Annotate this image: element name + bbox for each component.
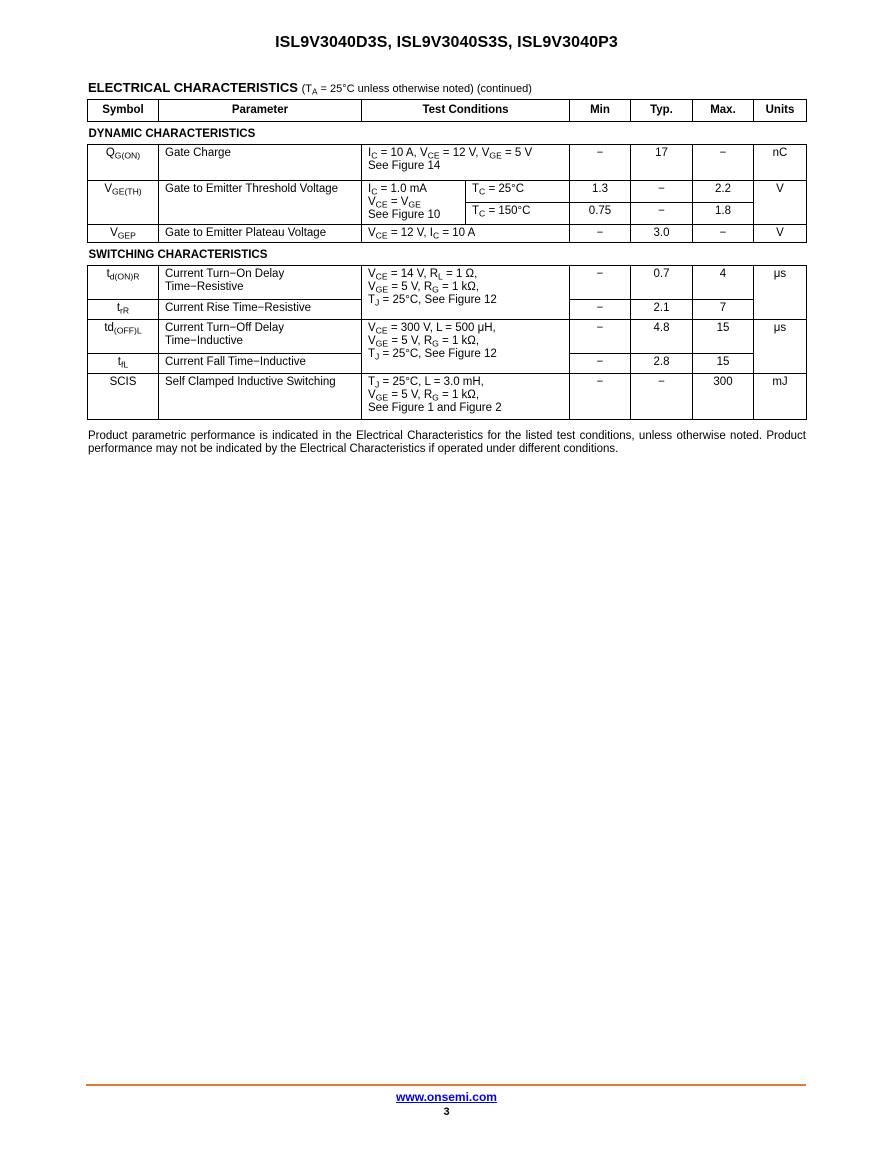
footer-website-link[interactable]: www.onsemi.com xyxy=(396,1090,497,1104)
header-typ: Typ. xyxy=(631,100,693,122)
header-parameter: Parameter xyxy=(159,100,362,122)
section-title: ELECTRICAL CHARACTERISTICS xyxy=(88,80,298,95)
table-row xyxy=(88,145,807,181)
table-row xyxy=(88,374,807,420)
parameter-cell: Self Clamped Inductive Switching xyxy=(159,374,362,420)
min-cell: − xyxy=(570,300,631,320)
group-row-switching xyxy=(88,243,807,266)
max-cell: 2.2 xyxy=(693,181,754,203)
footer-divider xyxy=(86,1084,806,1086)
max-cell: 1.8 xyxy=(693,203,754,225)
document-title: ISL9V3040D3S, ISL9V3040S3S, ISL9V3040P3 xyxy=(275,34,618,51)
symbol-cell: $V_{GEP}$ xyxy=(88,225,159,243)
min-cell: − xyxy=(570,225,631,243)
min-cell: − xyxy=(570,266,631,300)
symbol-cell: $t_{d(ON)R}$ xyxy=(88,266,159,300)
group-label-switching: SWITCHING CHARACTERISTICS xyxy=(88,243,807,266)
parameter-cell: Current Fall Time−Inductive xyxy=(159,354,362,374)
typ-cell: 17 xyxy=(631,145,693,181)
units-cell: nC xyxy=(754,145,807,181)
conditions-cell: $V_{CE} = 12$ V, $I_C = 10$ A xyxy=(362,225,570,243)
min-cell: − xyxy=(570,320,631,354)
symbol-cell: $td_{(OFF)L}$ xyxy=(88,320,159,354)
typ-cell: 2.1 xyxy=(631,300,693,320)
symbol-cell: SCIS xyxy=(88,374,159,420)
parameter-cell: Current Turn−On Delay Time−Resistive xyxy=(159,266,362,300)
max-cell: 7 xyxy=(693,300,754,320)
table-row xyxy=(88,225,807,243)
table-row xyxy=(88,320,807,354)
symbol-cell: $t_{rR}$ xyxy=(88,300,159,320)
units-cell: μs xyxy=(754,266,807,320)
typ-cell: 3.0 xyxy=(631,225,693,243)
group-row-dynamic xyxy=(88,122,807,145)
symbol-cell: $t_{fL}$ xyxy=(88,354,159,374)
section-note: ($T_A = 25^\circ C$ unless otherwise noted) (continued) xyxy=(301,83,532,97)
group-label-dynamic: DYNAMIC CHARACTERISTICS xyxy=(88,122,807,145)
conditions-cell: $V_{CE} = 14$ V, $R_L = 1$ Ω, $V_{GE} = 5$ V, $R_G = 1$ kΩ, $T_J = 25^\circ C$, See Figure 12 xyxy=(362,266,570,320)
units-cell: mJ xyxy=(754,374,807,420)
conditions-cell: $V_{CE} = 300$ V, L = 500 μH, $V_{GE} = 5$ V, $R_G = 1$ kΩ, $T_J = 25^\circ C$, See Figure 12 xyxy=(362,320,570,374)
parameter-cell: Current Rise Time−Resistive xyxy=(159,300,362,320)
temperature-condition-cell: $T_C = 25^\circ C$ xyxy=(466,181,570,203)
min-cell: 1.3 xyxy=(570,181,631,203)
temperature-condition-cell: $T_C = 150^\circ C$ xyxy=(466,203,570,225)
typ-cell: 2.8 xyxy=(631,354,693,374)
typ-cell: − xyxy=(631,203,693,225)
max-cell: 300 xyxy=(693,374,754,420)
conditions-cell: $I_C = 10$ A, $V_{CE} = 12$ V, $V_{GE} = 5$ V See Figure 14 xyxy=(362,145,570,181)
section-heading xyxy=(88,80,532,95)
symbol-cell: $Q_{G(ON)}$ xyxy=(88,145,159,181)
header-units: Units xyxy=(754,100,807,122)
max-cell: 15 xyxy=(693,320,754,354)
table-row xyxy=(88,181,807,203)
parameter-cell: Gate Charge xyxy=(159,145,362,181)
header-min: Min xyxy=(570,100,631,122)
typ-cell: 0.7 xyxy=(631,266,693,300)
min-cell: − xyxy=(570,374,631,420)
table-row xyxy=(88,266,807,300)
page-number: 3 xyxy=(443,1106,450,1118)
header-test-conditions: Test Conditions xyxy=(362,100,570,122)
header-symbol: Symbol xyxy=(88,100,159,122)
max-cell: 15 xyxy=(693,354,754,374)
parameter-cell: Current Turn−Off Delay Time−Inductive xyxy=(159,320,362,354)
parameter-cell: Gate to Emitter Plateau Voltage xyxy=(159,225,362,243)
table-header-row xyxy=(88,100,807,122)
footnote: Product parametric performance is indicated in the Electrical Characteristics for the listed test conditions, unless otherwise noted. Product performance may not be indicated by the Electrical Characteristics if operated under different conditions. xyxy=(88,430,806,455)
max-cell: − xyxy=(693,225,754,243)
electrical-characteristics-table xyxy=(87,99,807,420)
max-cell: 4 xyxy=(693,266,754,300)
units-cell: μs xyxy=(754,320,807,374)
conditions-cell: $I_C = 1.0$ mA $V_{CE} = V_{GE}$ See Figure 10 xyxy=(362,181,466,225)
min-cell: 0.75 xyxy=(570,203,631,225)
typ-cell: − xyxy=(631,181,693,203)
conditions-cell: $T_J = 25^\circ C$, L = 3.0 mH, $V_{GE} = 5$ V, $R_G = 1$ kΩ, See Figure 1 and Figure 2 xyxy=(362,374,570,420)
typ-cell: 4.8 xyxy=(631,320,693,354)
parameter-cell: Gate to Emitter Threshold Voltage xyxy=(159,181,362,225)
header-max: Max. xyxy=(693,100,754,122)
min-cell: − xyxy=(570,145,631,181)
units-cell: V xyxy=(754,225,807,243)
symbol-cell: $V_{GE(TH)}$ xyxy=(88,181,159,225)
typ-cell: − xyxy=(631,374,693,420)
units-cell: V xyxy=(754,181,807,225)
min-cell: − xyxy=(570,354,631,374)
max-cell: − xyxy=(693,145,754,181)
